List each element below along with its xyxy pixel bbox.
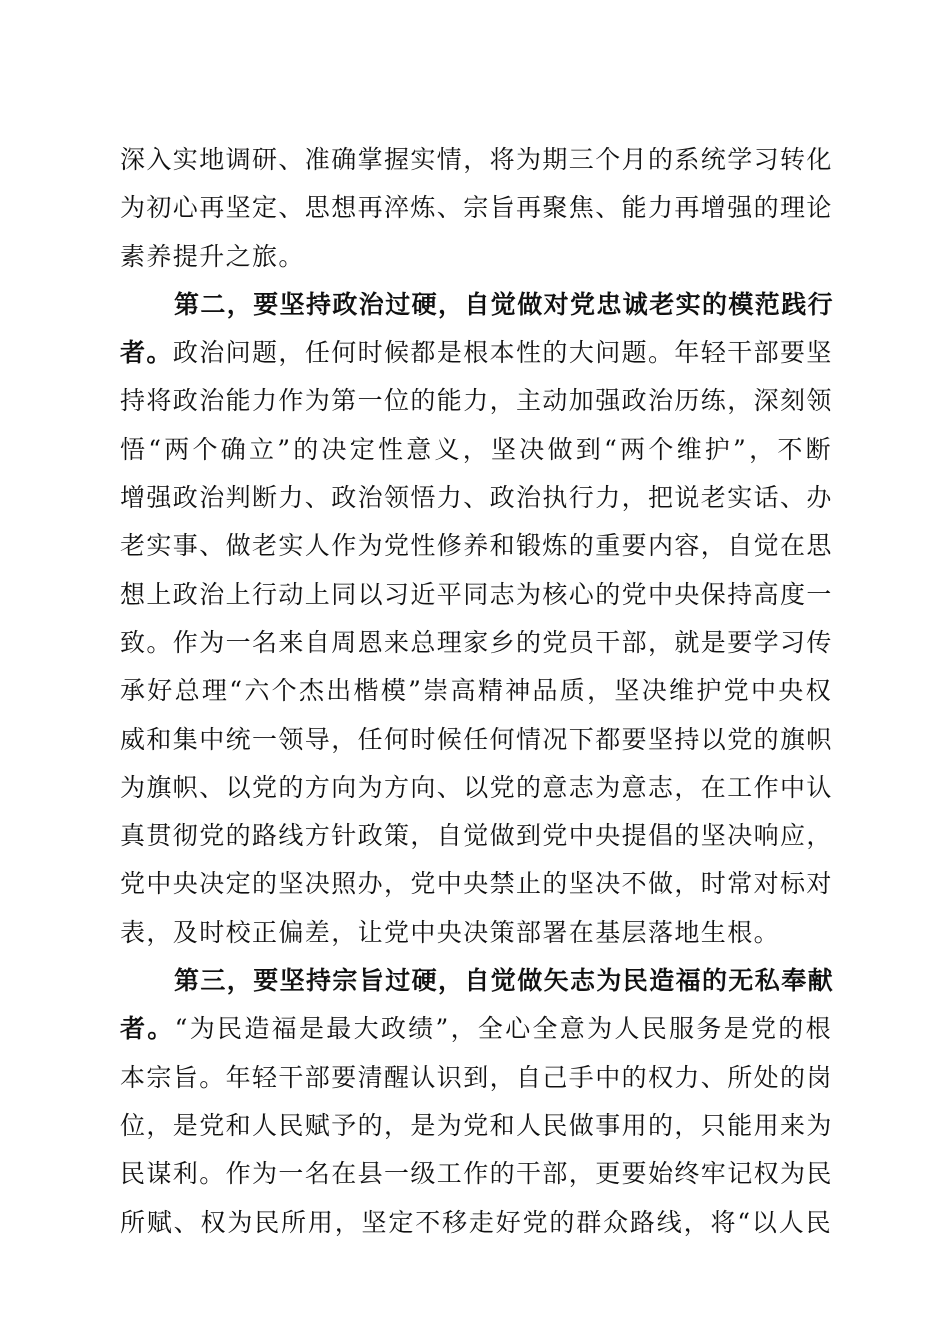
section-heading-tail: 者。 bbox=[120, 338, 173, 368]
text-line: 悟“两个确立”的决定性意义，坚决做到“两个维护”，不断 bbox=[120, 434, 832, 464]
text-line: 位，是党和人民赋予的，是为党和人民做事用的，只能用来为 bbox=[120, 1110, 833, 1140]
text-line bbox=[120, 1005, 832, 1053]
section-heading-tail: 者。 bbox=[120, 1014, 175, 1044]
text-line: 为初心再坚定、思想再淬炼、宗旨再聚焦、能力再增强的理论 bbox=[120, 193, 833, 223]
paragraph-1 bbox=[120, 136, 832, 281]
text-line: 本宗旨。年轻干部要清醒认识到，自己手中的权力、所处的岗 bbox=[120, 1062, 833, 1092]
text-line: 想上政治上行动上同以习近平同志为核心的党中央保持高度一 bbox=[120, 579, 833, 609]
text-line: 致。作为一名来自周恩来总理家乡的党员干部，就是要学习传 bbox=[120, 627, 833, 657]
text-line: 威和集中统一领导，任何时候任何情况下都要坚持以党的旗帜 bbox=[120, 724, 833, 754]
text-segment: 政治问题，任何时候都是根本性的大问题。年轻干部要坚 bbox=[172, 338, 833, 368]
text-line: 素养提升之旅。 bbox=[120, 241, 305, 271]
text-line: 增强政治判断力、政治领悟力、政治执行力，把说老实话、办 bbox=[120, 483, 833, 513]
text-line: 民谋利。作为一名在县一级工作的干部，更要始终牢记权为民 bbox=[120, 1159, 833, 1189]
text-line: 所赋、权为民所用，坚定不移走好党的群众路线，将“以人民 bbox=[120, 1207, 832, 1237]
text-line: 党中央决定的坚决照办，党中央禁止的坚决不做，时常对标对 bbox=[120, 869, 833, 899]
text-line bbox=[120, 329, 832, 377]
paragraph-3 bbox=[120, 957, 835, 1247]
text-segment: “为民造福是最大政绩”，全心全意为人民服务是党的根 bbox=[174, 1014, 832, 1044]
text-line: 承好总理“六个杰出楷模”崇高精神品质，坚决维护党中央权 bbox=[120, 676, 832, 706]
body-text bbox=[120, 136, 835, 1247]
text-line: 真贯彻党的路线方针政策，自觉做到党中央提倡的坚决响应， bbox=[120, 821, 833, 851]
section-heading-line: 第二，要坚持政治过硬，自觉做对党忠诚老实的模范践行 bbox=[174, 289, 835, 319]
text-line: 持将政治能力作为第一位的能力，主动加强政治历练，深刻领 bbox=[120, 386, 833, 416]
text-line: 深入实地调研、准确掌握实情，将为期三个月的系统学习转化 bbox=[120, 145, 833, 174]
section-heading-line: 第三，要坚持宗旨过硬，自觉做矢志为民造福的无私奉献 bbox=[174, 966, 835, 996]
text-line: 为旗帜、以党的方向为方向、以党的意志为意志，在工作中认 bbox=[120, 772, 833, 802]
text-line: 老实事、做老实人作为党性修养和锻炼的重要内容，自觉在思 bbox=[120, 531, 833, 561]
paragraph-2 bbox=[120, 281, 835, 957]
text-line: 表，及时校正偏差，让党中央决策部署在基层落地生根。 bbox=[120, 917, 781, 947]
